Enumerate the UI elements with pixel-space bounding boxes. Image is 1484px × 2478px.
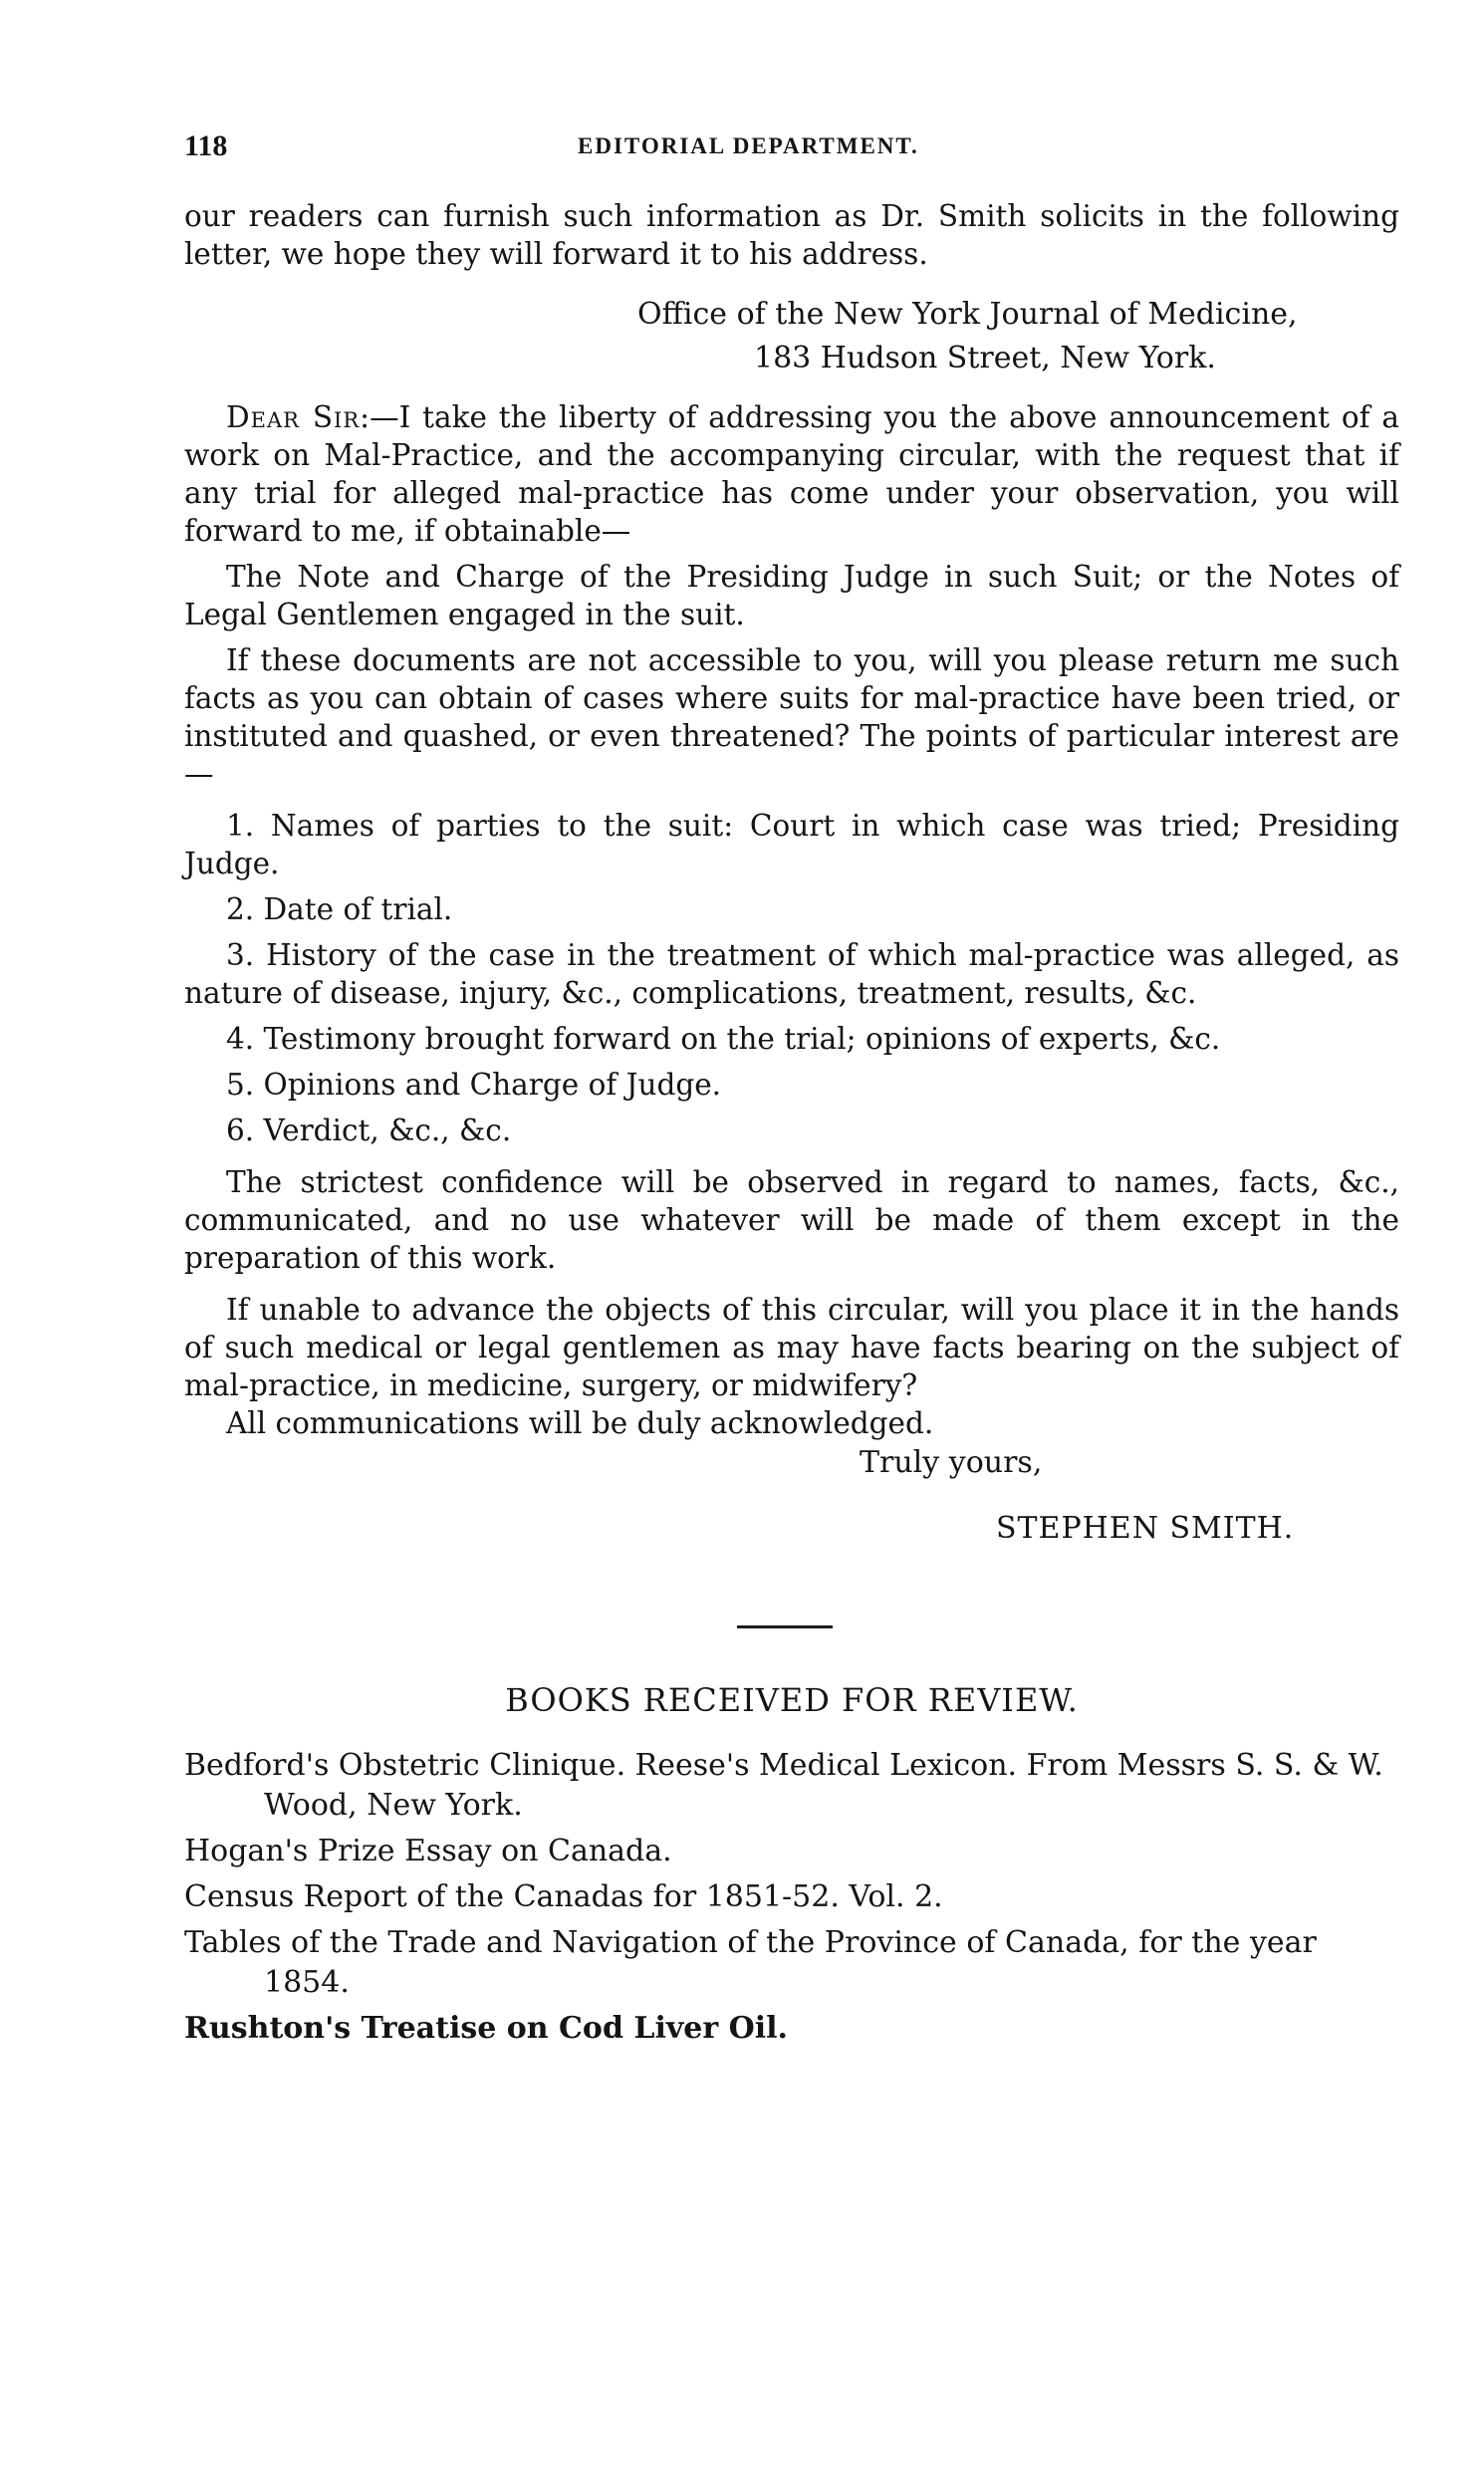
section-divider bbox=[737, 1625, 833, 1628]
point-item: 4. Testimony brought forward on the trial; opinions of experts, &c. bbox=[226, 1022, 1221, 1056]
journal-page bbox=[184, 129, 1399, 2055]
paragraph-if-not-accessible: If these documents are not accessible to you, will you please return me such facts as you can obtain of cases where suits for mal-practice have been tried, or instituted and quashed, or even threatened? The points of particular interest are— bbox=[184, 643, 1399, 791]
signature: STEPHEN SMITH. bbox=[996, 1511, 1295, 1546]
book-entry: Tables of the Trade and Navigation of the Province of Canada, for the year 1854. bbox=[184, 1925, 1317, 2000]
points-list bbox=[184, 807, 1399, 1149]
page-number: 118 bbox=[184, 129, 228, 162]
paragraph-note-charge: The Note and Charge of the Presiding Judge in such Suit; or the Notes of Legal Gentlemen engaged in the suit. bbox=[184, 560, 1399, 631]
paragraph-acknowledged: All communications will be duly acknowledged. bbox=[226, 1406, 934, 1440]
books-section-title: BOOKS RECEIVED FOR REVIEW. bbox=[505, 1681, 1079, 1719]
books-list bbox=[184, 1746, 1399, 2049]
intro-paragraph: our readers can furnish such information as Dr. Smith solicits in the following letter, we hope they will forward it to his address. bbox=[184, 199, 1399, 271]
letter-opening bbox=[184, 398, 1399, 550]
point-item: 2. Date of trial. bbox=[226, 892, 453, 926]
point-item: 3. History of the case in the treatment of which mal-practice was alleged, as nature of disease, injury, &c., complications, treatment, results, &c. bbox=[184, 938, 1399, 1010]
book-entry: Hogan's Prize Essay on Canada. bbox=[184, 1834, 672, 1868]
point-item: 1. Names of parties to the suit: Court in which case was tried; Presiding Judge. bbox=[184, 809, 1399, 880]
paragraph-unable: If unable to advance the objects of this circular, will you place it in the hands of such medical or legal gentlemen as may have facts bearing on the subject of mal-practice, in medicine, surgery, or midwifery? bbox=[184, 1293, 1399, 1402]
salutation: Dear Sir bbox=[226, 400, 361, 434]
book-entry: Bedford's Obstetric Clinique. Reese's Medical Lexicon. From Messrs S. S. & W. Wood, New York. bbox=[184, 1748, 1383, 1823]
page-header bbox=[184, 129, 1399, 177]
sign-off: Truly yours, bbox=[860, 1445, 1043, 1480]
address-line-street: 183 Hudson Street, New York. bbox=[754, 341, 1216, 375]
paragraph-confidence: The strictest confidence will be observed in regard to names, facts, &c., communicated, and no use whatever will be made of them except in the preparation of this work. bbox=[184, 1165, 1399, 1275]
point-item: 6. Verdict, &c., &c. bbox=[226, 1114, 512, 1147]
address-line-office: Office of the New York Journal of Medicine, bbox=[637, 297, 1298, 332]
running-head: EDITORIAL DEPARTMENT. bbox=[578, 133, 919, 158]
point-item: 5. Opinions and Charge of Judge. bbox=[226, 1068, 722, 1102]
letter-address bbox=[184, 293, 1399, 380]
opening-text: :—I take the liberty of addressing you the above announcement of a work on Mal-Practice, and the accompanying circular, with the request that if any trial for alleged mal-practice has come under your observation, you will forward to me, if obtainable— bbox=[184, 400, 1399, 548]
book-entry: Census Report of the Canadas for 1851-52. Vol. 2. bbox=[184, 1879, 943, 1914]
book-entry: Rushton's Treatise on Cod Liver Oil. bbox=[184, 2011, 788, 2046]
